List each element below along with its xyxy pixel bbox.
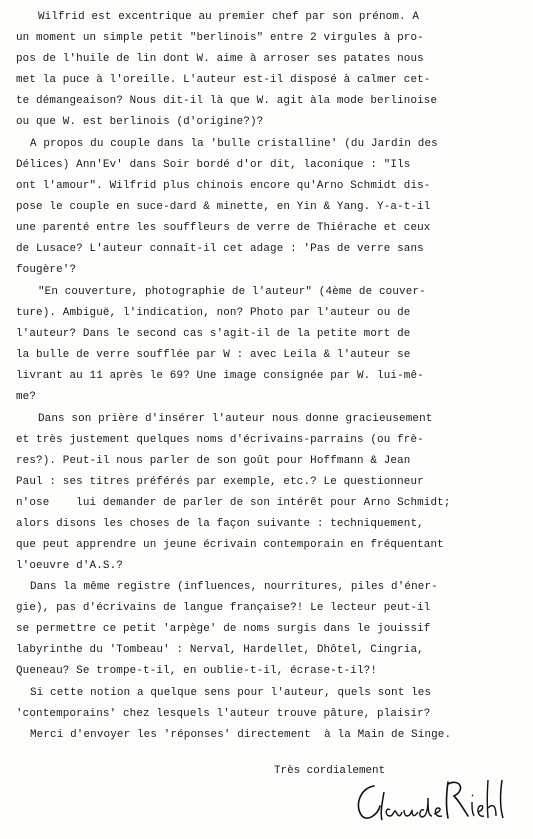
letter-line: et très justement quelques noms d'écrivains-parrains (ou frè- [16,434,424,446]
letter-line: fougère'? [16,264,77,276]
letter-line: Queneau? Se trompe-t-il, en oublie-t-il, écrase-t-il?! [16,665,378,677]
letter-line: que peut apprendre un jeune écrivain contemporain en fréquentant [16,539,444,551]
letter-line: un moment un simple petit "berlinois" entre 2 virgules à pro- [16,32,424,44]
handwritten-signature [350,772,510,830]
letter-line: livrant au 11 après le 69? Une image consignée par W. lui-mê- [16,370,424,382]
letter-line: Paul : ses titres préférés par exemple, etc.? Le questionneur [16,476,424,488]
letter-line: Dans son prière d'insérer l'auteur nous donne gracieusement [38,413,433,425]
letter-line: te démangeaison? Nous dit-il là que W. agit àla mode berlinoise [16,95,438,107]
letter-line: A propos du couple dans la 'bulle cristalline' (du Jardin des [30,138,438,150]
letter-line: l'auteur? Dans le second cas s'agit-il de la petite mort de [16,328,411,340]
letter-line: pos de l'huile de lin dont W. aime à arroser ses patates nous [16,53,424,65]
letter-line: 'contemporains' chez lesquels l'auteur trouve pâture, plaisir? [16,708,431,720]
letter-line: me? [16,391,37,403]
letter-line: l'oeuvre d'A.S.? [16,560,123,572]
letter-line: la bulle de verre soufflée par W : avec Leila & l'auteur se [16,349,411,361]
letter-line: gie), pas d'écrivains de langue française?! Le lecteur peut-il [16,602,431,614]
letter-line: res?). Peut-il nous parler de son goût pour Hoffmann & Jean [16,455,411,467]
letter-line: Merci d'envoyer les 'réponses' directement à la Main de Singe. [30,729,452,741]
letter-line: de Lusace? L'auteur connaît-il cet adage : 'Pas de verre sans [16,243,424,255]
letter-line: se permettre ce petit 'arpège' de noms surgis dans le jouissif [16,623,431,635]
letter-line: alors disons les choses de la façon suivante : techniquement, [16,518,424,530]
letter-line: "En couverture, photographie de l'auteur" (4ème de couver- [38,286,426,298]
letter-line: n'ose lui demander de parler de son intérêt pour Arno Schmidt; [16,497,451,509]
letter-line: Dans la même registre (influences, nourritures, piles d'éner- [30,581,438,593]
letter-line: Délices) Ann'Ev' dans Soir bordé d'or dit, laconique : "Ils [16,159,411,171]
letter-line: Si cette notion a quelque sens pour l'auteur, quels sont les [30,687,432,699]
letter-line: labyrinthe du 'Tombeau' : Nerval, Hardellet, Dhôtel, Cingria, [16,644,424,656]
letter-line: une parenté entre les souffleurs de verre de Thiérache et ceux [16,222,431,234]
letter-line: ture). Ambiguë, l'indication, non? Photo par l'auteur ou de [16,307,411,319]
letter-line: Wilfrid est excentrique au premier chef par son prénom. A [38,11,420,23]
letter-line: ont l'amour". Wilfrid plus chinois encore qu'Arno Schmidt dis- [16,180,431,192]
letter-line: ou que W. est berlinois (d'origine?)? [16,116,264,128]
closing-salutation: Très cordialement [274,765,386,777]
letter-line: pose le couple en suce-dard & minette, en Yin & Yang. Y-a-t-il [16,201,431,213]
letter-line: met la puce à l'oreille. L'auteur est-il disposé à calmer cet- [16,74,431,86]
